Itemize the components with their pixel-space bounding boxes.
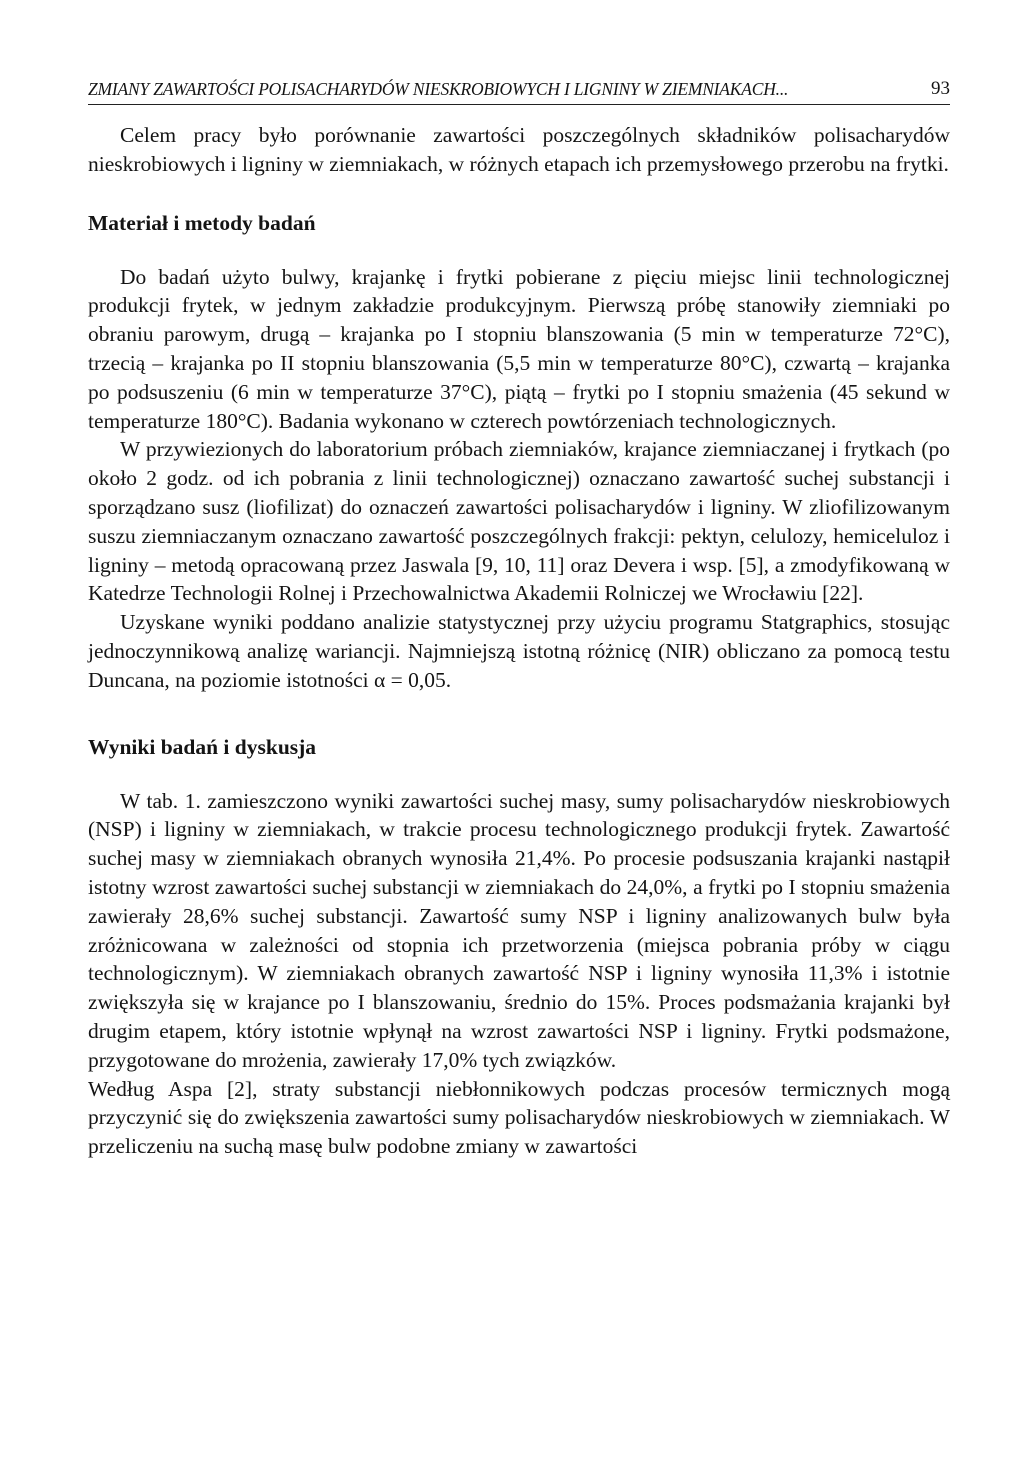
section-heading-materials: Materiał i metody badań [88, 210, 316, 235]
article-body [88, 121, 950, 1161]
intro-paragraph: Celem pracy było porównanie zawartości poszczególnych składników polisacharydów nieskrobiowych i ligniny w ziemniakach, w różnych etapach ich przemysłowego przerobu na frytki. [88, 123, 950, 176]
page-number: 93 [931, 78, 950, 99]
results-paragraph-1: W tab. 1. zamieszczono wyniki zawartości suchej masy, sumy polisacharydów nieskrobiowych (NSP) i ligniny w ziemniakach, w trakcie procesu technologicznego produkcji frytek. Zawartość suchej masy w ziemniakach obranych wynosiła 21,4%. Po procesie podsuszania krajanki nastąpił istotny wzrost zawartości suchej substancji w ziemniakach do 24,0%, a frytki po I stopniu smażenia zawierały 28,6% suchej substancji. Zawartość sumy NSP i ligniny analizowanych bulw była zróżnicowana w zależności od stopnia ich przetworzenia (miejsca pobrania próby w ciągu technologicznym). W ziemniakach obranych zawartość NSP i ligniny wynosiła 11,3% i istotnie zwiększyła się w krajance po I blanszowaniu, średnio do 15%. Proces podsmażania krajanki był drugim etapem, który istotnie wpłynął na wzrost zawartości NSP i ligniny. Frytki podsmażone, przygotowane do mrożenia, zawierały 17,0% tych związków. [88, 788, 950, 1072]
materials-paragraph-1: Do badań użyto bulwy, krajankę i frytki pobierane z pięciu miejsc linii technologicznej produkcji frytek, w jednym zakładzie produkcyjnym. Pierwszą próbę stanowiły ziemniaki po obraniu parowym, drugą – krajanka po I stopniu blanszowania (5 min w temperaturze 72°C), trzecią – krajanka po II stopniu blanszowania (5,5 min w temperaturze 80°C), czwartą – krajanka po podsuszeniu (6 min w temperaturze 37°C), piątą – frytki po I stopniu smażenia (45 sekund w temperaturze 180°C). Badania wykonano w czterech powtórzeniach technologicznych. [88, 264, 950, 433]
running-title: ZMIANY ZAWARTOŚCI POLISACHARYDÓW NIESKROBIOWYCH I LIGNINY W ZIEMNIAKACH... [88, 79, 789, 99]
section-heading-results: Wyniki badań i dyskusja [88, 734, 317, 759]
running-header [88, 76, 950, 105]
materials-paragraph-2: W przywiezionych do laboratorium próbach ziemniaków, krajance ziemniaczanej i frytkach (po około 2 godz. od ich pobrania z linii technologicznej) oznaczano zawartość suchej substancji i sporządzano susz (liofilizat) do oznaczeń zawartości polisacharydów i ligniny. W zliofilizowanym suszu ziemniaczanym oznaczano zawartość poszczególnych frakcji: pektyn, celulozy, hemiceluloz i ligniny – metodą opracowaną przez Jaswala [9, 10, 11] oraz Devera i wsp. [5], a zmodyfikowaną w Katedrze Technologii Rolnej i Przechowalnictwa Akademii Rolniczej we Wrocławiu [22]. [88, 437, 950, 606]
document-page [88, 76, 950, 1161]
results-paragraph-2: Według Aspa [2], straty substancji niebłonnikowych podczas procesów termicznych mogą przyczynić się do zwiększenia zawartości sumy polisacharydów nieskrobiowych w ziemniakach. W przeliczeniu na suchą masę bulw podobne zmiany w zawartości [88, 1076, 950, 1159]
materials-paragraph-3: Uzyskane wyniki poddano analizie statystycznej przy użyciu programu Statgraphics, stosując jednoczynnikową analizę wariancji. Najmniejszą istotną różnicę (NIR) obliczano za pomocą testu Duncana, na poziomie istotności α = 0,05. [88, 610, 950, 692]
